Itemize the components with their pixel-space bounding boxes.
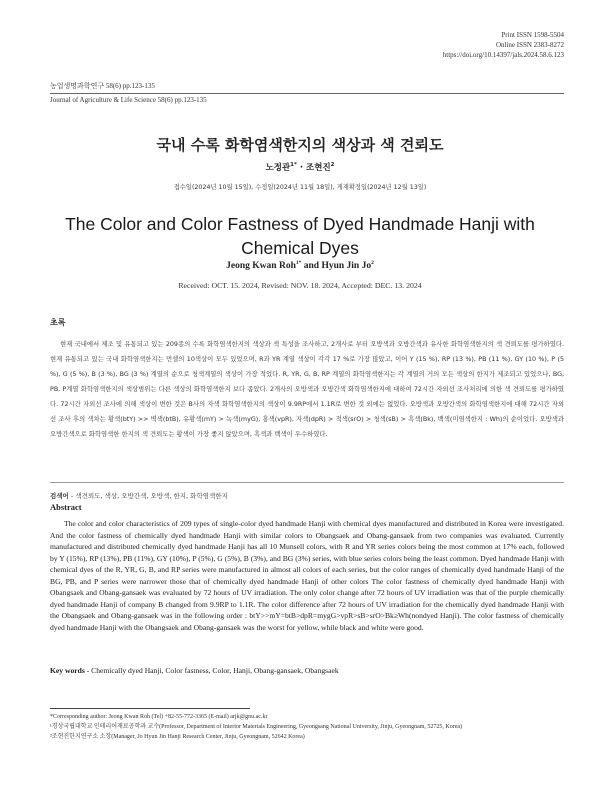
authors-korean [0, 161, 600, 173]
author-en-2-sup: 2 [371, 259, 374, 266]
keywords-english-list: - Chemically dyed Hanji, Color fastness, Color, Hanji, Obang-gansaek, Obangsaek [84, 666, 339, 675]
title-english [60, 212, 540, 260]
authors-english [0, 261, 600, 271]
abstract-english-heading: Abstract [50, 502, 82, 512]
print-issn: Print ISSN 1598-5504 [501, 31, 564, 39]
dates-english: Received: OCT. 15. 2024, Revised: NOV. 18. 2024, Accepted: DEC. 13. 2024 [178, 281, 422, 290]
keywords-divider [50, 482, 564, 483]
online-issn: Online ISSN 2383-8272 [495, 41, 564, 49]
keywords-korean-label: 검색어 [50, 492, 69, 500]
keywords-english [50, 666, 339, 675]
issn-block [443, 30, 564, 60]
footnote-affiliation-2: ²조현진한지연구소 소장(Manager, Jo Hyun Jin Hanji Research Center, Jinju, Gyeongnam, 52642 Korea) [50, 734, 305, 740]
footnote-affiliation-1: ¹경상국립대학교 인테리어재료공학과 교수(Professor, Department of Interior Materials Engineering, Gyeongsang National University, Jinju, Gyeongnam, 52725, Korea) [50, 724, 463, 730]
abstract-korean-heading: 초록 [50, 318, 66, 327]
author-ko-2-sup: 2 [330, 162, 335, 169]
keywords-korean-list: - 색견뢰도, 색상, 오방간색, 오방색, 한지, 화학염색한지 [68, 492, 228, 500]
title-english-line-1: The Color and Color Fastness of Dyed Handmade Hanji with [65, 214, 535, 234]
journal-name-en: Journal of Agriculture & Life Science 58(6) pp.123-135 [50, 96, 207, 104]
header-divider [50, 93, 564, 94]
abstract-korean-body: 현재 국내에서 제조 및 유통되고 있는 209종의 수록 화학염색한지의 색상과 색 특성을 조사하고, 2개사로 부터 오방색과 오방간색과 유사한 화학염색한지의 색 견뢰도를 평가하였다. 현재 유통되고 있는 국내 화학염색한지는 먼셀의 10색상이 모두 있었으며, R과 YR 계열 색상이 각각 17 %로 가장 많았고, 이어 Y (15 %), RP (13 %), PB (11 %), GY (10 %), P (5 %), G (5 %), B (3 %), BG (3 %) 계열의 순으로 청색계열의 색상이 가장 적었다. R, YR, G, B, RP 계열의 화학염색한지는 각 계열의 거의 모든 색상의 한지가 제조되고 있었으나, BG, PB, P계열 화학염색한지의 색상범위는 다른 색상의 화학염색한지 보다 좁았다. 2개사의 오방색과 오방간색 화학염색한지에 대하여 72시간 자외선 조사처리에 의한 색 견뢰도를 평가하였다. 72시간 자외선 조사에 의해 색상이 변한 것은 B사의 자색 화학염색한지의 색상이 9.9RP에서 1.1R로 변한 것 외에는 없었다. 오방색과 오방간색의 화학염색한지에 대해 72시간 자외선 조사 후의 색차는 황색(btY) >> 벽색(btB), 유황색(mY) > 녹색(myG), 홍색(vpR), 자색(dpR) > 적색(srO) > 청색(sB) > 흑색(Bk), 백색(미염색한지 : Wh)의 순이었다. 오방색과 오방간색으로 화학염색한 한지의 색 견뢰도는 황색이 가장 좋지 않았으며, 흑색과 백색이 우수하였다. [50, 341, 564, 438]
author-ko-separator: · [296, 163, 307, 173]
journal-name-ko: 농업생명과학연구 58(6) pp.123-135 [50, 82, 155, 90]
author-en-2: Hyun Jin Jo [321, 261, 372, 271]
keywords-english-label: Key words [50, 666, 85, 675]
author-en-1: Jeong Kwan Roh [226, 261, 296, 271]
doi-link[interactable]: https://doi.org/10.14397/jals.2024.58.6.123 [442, 51, 564, 59]
keywords-korean [50, 491, 228, 500]
author-ko-2: 조현진 [306, 163, 331, 173]
footnote-divider [50, 708, 250, 709]
author-en-and: and [301, 261, 322, 271]
title-english-line-2: Chemical Dyes [241, 238, 359, 258]
title-korean: 국내 수록 화학염색한지의 색상과 색 견뢰도 [156, 136, 444, 154]
abstract-english-body: The color and color characteristics of 209 types of single-color dyed handmade Hanji with chemical dyes manufactured and distributed in Korea were investigated. And the color fastness of chemically dyed handmade Hanji with similar colors to Obangsaek and Obang-gansaek from two companies was evaluated. Currently manufactured and distributed chemically dyed handmade Hanji has all 10 Munsell colors, with R and YR series colors being the most common at 17% each, followed by Y (15%), RP (13%), PB (11%), GY (10%), P (5%), G (5%), B (3%), and BG (3%) series, with blue series colors being the least common. Dyed handmade Hanji with chemical dyes of the R, YR, G, B, and RP series were manufactured in almost all colors of each series, but the color ranges of chemically dyed handmade Hanji of the BG, PB, and P series were narrower those that of chemically dyed handmade Hanji of other colors The color fastness of chemically dyed handmade Hanji with Obangsaek and Obang-gansaek was evaluated by 72 hours of UV irradiation. The only color change after 72 hours of UV irradiation was that of the purple chemically dyed handmade Hanji of company B changed from 9.9RP to 1.1R. The color difference after 72 hours of UV irradiation for the chemically dyed handmade Hanji with the Obangsaek and Obang-gansaek was in the following order : btY>>mY=btB>dpR=mygG>vpR>sB>srO>Bk≥Wh(nondyed Hanji). The color fastness of chemically dyed handmade Hanji with the Obangsaek and Obang-gansaek was the worst for yellow, while black and white were good. [50, 519, 564, 632]
dates-korean: 접수일(2024년 10월 15일), 수정일(2024년 11월 18일), 게재확정일(2024년 12월 13일) [173, 184, 427, 191]
author-ko-1-sup: 1* [290, 162, 297, 169]
footnote-corresponding: *Corresponding author: Jeong Kwan Roh (Tel) +82-55-772-3365 (E-mail) arjk@gnu.ac.kr [50, 714, 268, 720]
author-ko-1: 노정관 [265, 163, 291, 173]
author-en-1-sup: 1* [295, 259, 302, 266]
